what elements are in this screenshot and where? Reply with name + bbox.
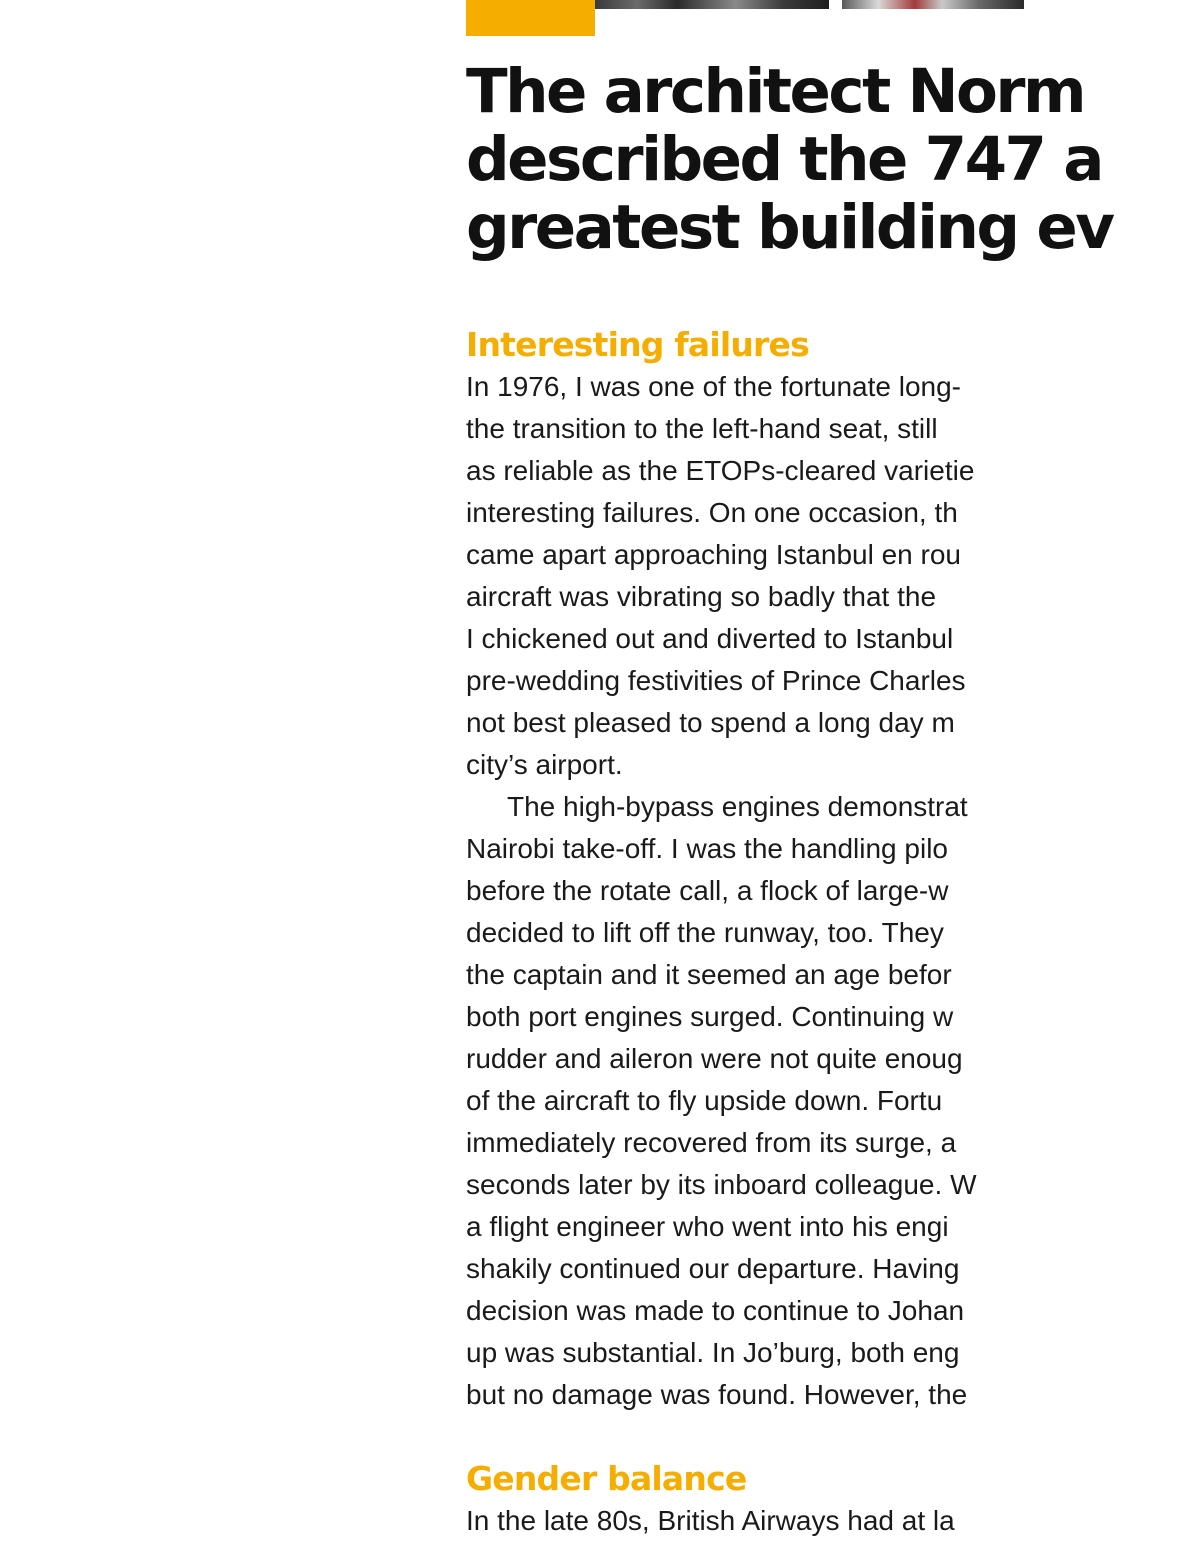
section-heading-interesting-failures: Interesting failures xyxy=(466,325,809,364)
headline-line: greatest building ev xyxy=(466,192,1113,263)
text-line: the captain and it seemed an age befor xyxy=(466,959,952,990)
text-line: both port engines surged. Continuing w xyxy=(466,1001,954,1032)
text-line: came apart approaching Istanbul en rou xyxy=(466,539,961,570)
text-line: The high-bypass engines demonstrat xyxy=(507,791,968,822)
text-line: aircraft was vibrating so badly that the xyxy=(466,581,937,612)
text-line: but no damage was found. However, the xyxy=(466,1379,968,1410)
article-column xyxy=(466,58,1186,1542)
text-line: before the rotate call, a flock of large-w xyxy=(466,875,949,906)
text-line: up was substantial. In Jo’burg, both eng xyxy=(466,1337,960,1368)
text-line: shakily continued our departure. Having xyxy=(466,1253,960,1284)
text-line: pre-wedding festivities of Prince Charles xyxy=(466,665,966,696)
photo-strip-left xyxy=(595,0,829,9)
section-heading-gender-balance: Gender balance xyxy=(466,1459,747,1498)
text-line: seconds later by its inboard colleague. W xyxy=(466,1169,977,1200)
text-line: decided to lift off the runway, too. They xyxy=(466,917,944,948)
headline-line: described the 747 a xyxy=(466,124,1102,195)
text-line: Nairobi take-off. I was the handling pilo xyxy=(466,833,948,864)
text-line: a flight engineer who went into his engi xyxy=(466,1211,949,1242)
article-body-text xyxy=(466,366,1186,1416)
text-line: of the aircraft to fly upside down. Fortu xyxy=(466,1085,943,1116)
pull-quote-headline xyxy=(466,58,1186,262)
text-line: the transition to the left-hand seat, still xyxy=(466,413,938,444)
text-line: immediately recovered from its surge, a xyxy=(466,1127,957,1158)
text-line: decision was made to continue to Johan xyxy=(466,1295,965,1326)
text-line: city’s airport. xyxy=(466,749,623,780)
text-line: In 1976, I was one of the fortunate long- xyxy=(466,371,962,402)
text-line: rudder and aileron were not quite enoug xyxy=(466,1043,963,1074)
headline-line: The architect Norm xyxy=(466,56,1085,127)
text-line: as reliable as the ETOPs-cleared varietie xyxy=(466,455,975,486)
photo-strip-right xyxy=(842,0,1024,9)
text-line: not best pleased to spend a long day m xyxy=(466,707,955,738)
text-line: interesting failures. On one occasion, th xyxy=(466,497,958,528)
article-body-text xyxy=(466,1500,1186,1542)
text-line: In the late 80s, British Airways had at la xyxy=(466,1505,955,1536)
text-line: I chickened out and diverted to Istanbul xyxy=(466,623,954,654)
section-accent-bar xyxy=(466,0,595,36)
